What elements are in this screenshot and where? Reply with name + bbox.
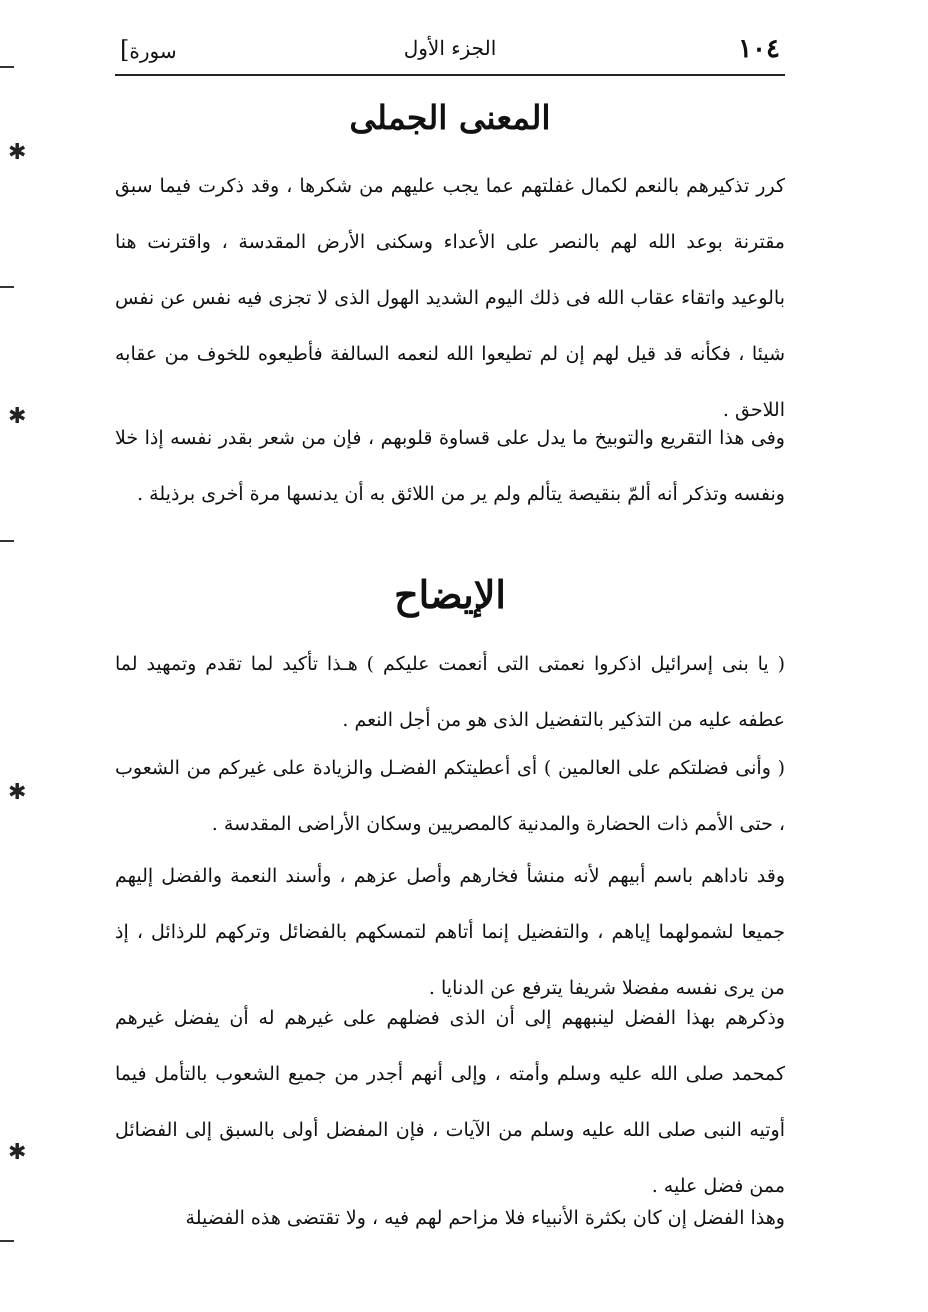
paragraph: ( يا بنى إسرائيل اذكروا نعمتى التى أنعمت عليكم ) هـذا تأكيد لما تقدم وتمهيد لما عطفه عليه من التذكير بالتفضيل الذى هو من أجل النعم . xyxy=(115,653,785,731)
margin-speck-icon: ✱ xyxy=(8,140,27,165)
page-number: ١٠٤ xyxy=(738,34,780,64)
part-title: الجزء الأول xyxy=(403,36,497,60)
margin-speck-icon: ✱ xyxy=(8,404,27,429)
edge-mark xyxy=(0,286,14,288)
paragraph: وهذا الفضل إن كان بكثرة الأنبياء فلا مزاحم لهم فيه ، ولا تقتضى هذه الفضيلة xyxy=(185,1207,785,1229)
section-heading-summary: المعنى الجملى xyxy=(349,98,551,137)
paragraph: وفى هذا التقريع والتوبيخ ما يدل على قساوة قلوبهم ، فإن من شعر بقدر نفسه إذا خلا ونفسه وتذكر أنه ألمّ بنقيصة يتألم ولم ير من اللائق به أن يدنسها مرة أخرى برذيلة . xyxy=(115,427,785,505)
edge-mark xyxy=(0,540,14,542)
paragraph: كرر تذكيرهم بالنعم لكمال غفلتهم عما يجب عليهم من شكرها ، وقد ذكرت فيما سبق مقترنة بوعد الله لهم بالنصر على الأعداء وسكنى الأرض المقدسة ، واقترنت هنا بالوعيد واتقاء عقاب الله فى ذلك اليوم الشديد الهول الذى لا تجزى فيه نفس عن نفس شيئا ، فكأنه قد قيل لهم إن لم تطيعوا الله لنعمه السالفة فأطيعوه للخوف من عقابه اللاحق . xyxy=(115,175,785,421)
edge-mark xyxy=(0,1240,14,1242)
paragraph: وذكرهم بهذا الفضل لينبههم إلى أن الذى فضلهم على غيرهم له أن يفضل غيرهم كمحمد صلى الله عليه وسلم وأمته ، وإلى أنهم أجدر من جميع الشعوب بالتأمل فيما أوتيه النبى صلى الله عليه وسلم من الآيات ، فإن المفضل أولى بالسبق إلى الفضائل ممن فضل عليه . xyxy=(115,1007,785,1197)
page-header xyxy=(115,30,785,76)
paragraph: وقد ناداهم باسم أبيهم لأنه منشأ فخارهم وأصل عزهم ، وأسند النعمة والفضل إليهم جميعا لشمولهما إياهم ، والتفضيل إنما أتاهم لتمسكهم بالفضائل وتركهم للرذائل ، إذ من يرى نفسه مفضلا شريفا يترفع عن الدنايا . xyxy=(115,865,785,999)
section-heading-explanation: الإيضاح xyxy=(394,572,506,617)
paragraph: ( وأنى فضلتكم على العالمين ) أى أعطيتكم الفضـل والزيادة على غيركم من الشعوب ، حتى الأمم ذات الحضارة والمدنية كالمصريين وسكان الأراضى المقدسة . xyxy=(115,757,785,835)
margin-speck-icon: ✱ xyxy=(8,1140,27,1165)
edge-mark xyxy=(0,66,14,68)
surah-label xyxy=(120,36,177,64)
surah-label-text: سورة xyxy=(129,39,177,63)
bracket-glyph: ] xyxy=(120,36,130,64)
margin-speck-icon: ✱ xyxy=(8,780,27,805)
